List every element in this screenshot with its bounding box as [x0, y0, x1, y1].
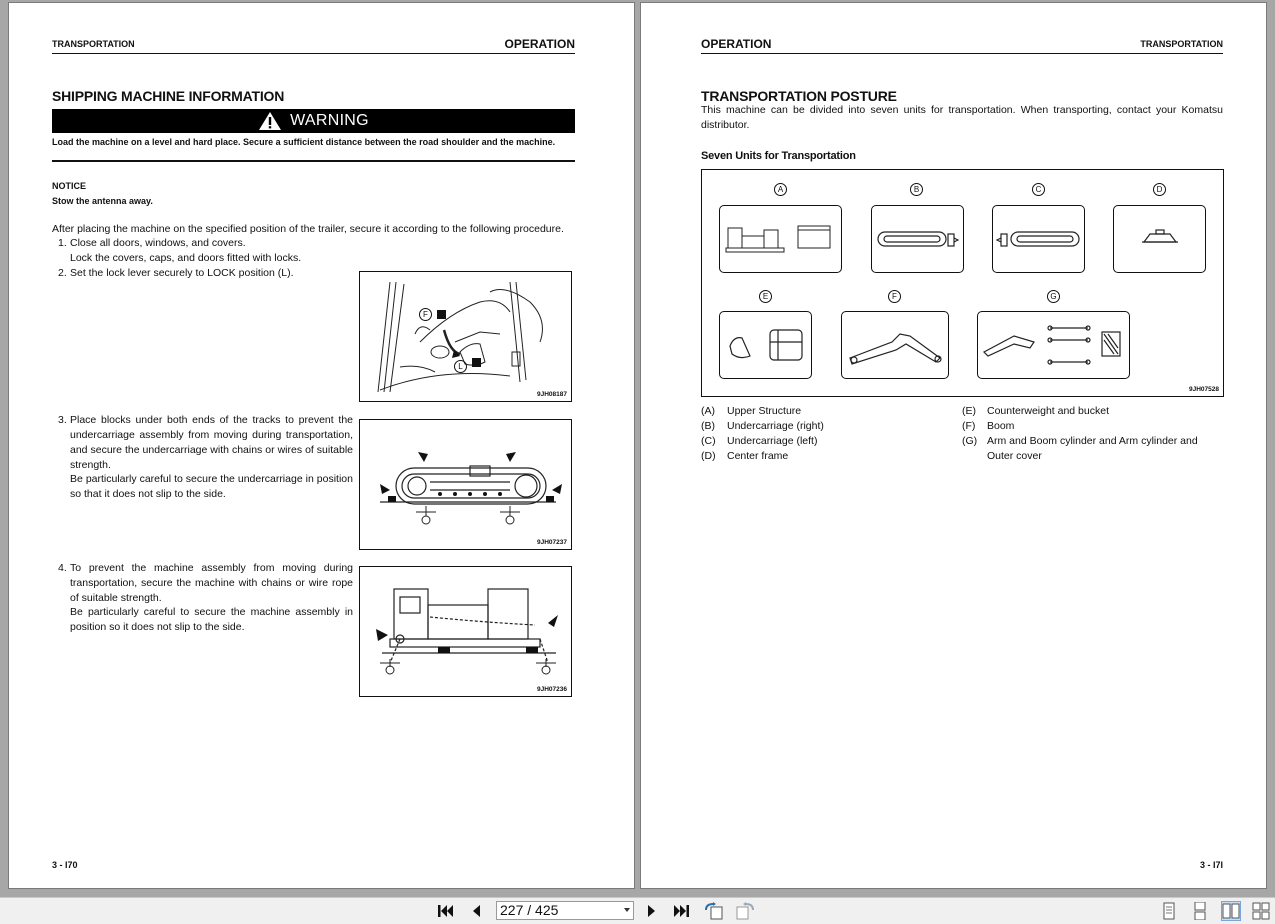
continuous-facing-view-button[interactable]	[1251, 901, 1271, 921]
facing-pages-icon	[1222, 903, 1240, 919]
figure-code-3: 9JH07236	[537, 686, 567, 693]
step-1-line-2: Lock the covers, caps, and doors fitted with locks.	[70, 252, 302, 264]
left-page-title: SHIPPING MACHINE INFORMATION	[52, 88, 285, 104]
upper-structure-icon	[720, 206, 841, 272]
right-page-number: 3 - I7I	[1199, 860, 1223, 870]
single-page-view-button[interactable]	[1159, 901, 1179, 921]
step-4-line-1: To prevent the machine assembly from moving during transportation, secure the machine with chains or wire rope of suitable strength.	[70, 562, 353, 604]
units-subtitle: Seven Units for Transportation	[701, 150, 856, 162]
step-4-line-2: Be particularly careful to secure the machine assembly in position so it does not slip to the side.	[70, 606, 353, 633]
continuous-icon	[1192, 902, 1208, 920]
legend-text-e: Counterweight and bucket	[987, 405, 1109, 417]
unit-d-center-frame	[1113, 205, 1206, 273]
facing-pages-view-button[interactable]	[1221, 901, 1241, 921]
callout-f: F	[419, 308, 432, 321]
unit-c-undercarriage-left	[992, 205, 1085, 273]
prev-page-icon	[469, 903, 483, 919]
unit-a-upper-structure	[719, 205, 842, 273]
unit-label-g: G	[1047, 290, 1060, 303]
boom-icon	[842, 312, 948, 378]
rotate-right-icon	[735, 902, 755, 920]
notice-label: NOTICE	[52, 181, 87, 191]
step-3-line-2: Be particularly careful to secure the undercarriage in position so that it does not slip to the side.	[70, 473, 353, 500]
left-page	[8, 2, 635, 889]
machine-tiedown-drawing	[360, 567, 571, 696]
legend-text-c: Undercarriage (left)	[727, 435, 818, 447]
legend-text-g: Arm and Boom cylinder and Arm cylinder and	[987, 435, 1198, 447]
page-dropdown-caret-icon	[624, 908, 630, 912]
undercarriage-right-icon	[872, 206, 963, 272]
legend-key-g: (G)	[962, 435, 978, 447]
warning-text: Load the machine on a level and hard place. Secure a sufficient distance between the road shoulder and the machine.	[52, 137, 556, 147]
right-page	[640, 2, 1267, 889]
rotate-left-icon	[704, 902, 724, 920]
single-page-icon	[1161, 902, 1177, 920]
step-3-number: 3.	[58, 414, 67, 426]
posture-intro: This machine can be divided into seven units for transportation. When transporting, contact your Komatsu distributor.	[701, 104, 1223, 131]
figure-code-2: 9JH07237	[537, 539, 567, 546]
page-number-field[interactable]	[496, 901, 634, 920]
continuous-view-button[interactable]	[1190, 901, 1210, 921]
figure-lock-lever	[359, 271, 572, 402]
arm-cylinders-icon	[978, 312, 1129, 378]
legend-key-f: (F)	[962, 420, 976, 432]
left-page-number: 3 - I70	[52, 860, 78, 870]
continuous-facing-icon	[1252, 902, 1270, 920]
unit-label-d: D	[1153, 183, 1166, 196]
callout-l: L	[454, 360, 467, 373]
left-header-chapter: OPERATION	[504, 37, 575, 51]
legend-text-a: Upper Structure	[727, 405, 802, 417]
last-page-button[interactable]	[672, 901, 692, 921]
step-2-number: 2.	[58, 267, 67, 279]
legend-text-d: Center frame	[727, 450, 789, 462]
track-blocks-drawing	[360, 420, 571, 549]
unit-b-undercarriage-right	[871, 205, 964, 273]
step-2-line-1: Set the lock lever securely to LOCK position (L).	[70, 267, 294, 279]
step-3-line-1: Place blocks under both ends of the tracks to prevent the undercarriage assembly from moving during transportation, and secure the undercarriage with chains or wires of suitable strength.	[70, 414, 353, 471]
warning-triangle-icon	[258, 111, 282, 131]
left-header-section: TRANSPORTATION	[52, 39, 135, 49]
figure-code-1: 9JH08187	[537, 391, 567, 398]
unit-g-arm-cylinders-cover	[977, 311, 1130, 379]
legend-text-g-2: Outer cover	[987, 450, 1042, 462]
center-frame-icon	[1114, 206, 1205, 272]
figure-seven-units	[701, 169, 1224, 397]
right-page-title: TRANSPORTATION POSTURE	[701, 88, 897, 104]
figure-code-units: 9JH07528	[1189, 386, 1219, 393]
lock-lever-drawing	[360, 272, 571, 401]
counterweight-bucket-icon	[720, 312, 811, 378]
legend-key-e: (E)	[962, 405, 976, 417]
unit-label-b: B	[910, 183, 923, 196]
legend-key-b: (B)	[701, 420, 715, 432]
warning-rule	[52, 160, 575, 162]
left-header-rule	[52, 53, 575, 54]
step-4-number: 4.	[58, 562, 67, 574]
warning-label: WARNING	[290, 112, 369, 129]
next-page-button[interactable]	[642, 901, 662, 921]
legend-text-f: Boom	[987, 420, 1015, 432]
unit-label-e: E	[759, 290, 772, 303]
viewer-toolbar	[0, 897, 1275, 924]
legend-key-c: (C)	[701, 435, 716, 447]
first-page-button[interactable]	[435, 901, 455, 921]
unit-label-c: C	[1032, 183, 1045, 196]
first-page-icon	[436, 903, 454, 919]
right-header-section: TRANSPORTATION	[1140, 39, 1223, 49]
right-header-rule	[701, 53, 1223, 54]
unit-label-f: F	[888, 290, 901, 303]
next-page-icon	[645, 903, 659, 919]
rotate-right-button[interactable]	[735, 901, 755, 921]
right-header-chapter: OPERATION	[701, 37, 772, 51]
procedure-intro: After placing the machine on the specified position of the trailer, secure it according to the following procedure.	[52, 223, 564, 235]
last-page-icon	[673, 903, 691, 919]
warning-banner	[52, 109, 575, 133]
notice-text: Stow the antenna away.	[52, 196, 153, 206]
undercarriage-left-icon	[993, 206, 1084, 272]
step-1-line-1: Close all doors, windows, and covers.	[70, 237, 246, 249]
unit-f-boom	[841, 311, 949, 379]
unit-label-a: A	[774, 183, 787, 196]
legend-text-b: Undercarriage (right)	[727, 420, 824, 432]
legend-key-a: (A)	[701, 405, 715, 417]
figure-track-blocks	[359, 419, 572, 550]
rotate-left-button[interactable]	[704, 901, 724, 921]
page-number-value: 227 / 425	[500, 902, 559, 918]
figure-machine-tiedown	[359, 566, 572, 697]
legend-key-d: (D)	[701, 450, 716, 462]
prev-page-button[interactable]	[466, 901, 486, 921]
step-1-number: 1.	[58, 237, 67, 249]
unit-e-counterweight-bucket	[719, 311, 812, 379]
